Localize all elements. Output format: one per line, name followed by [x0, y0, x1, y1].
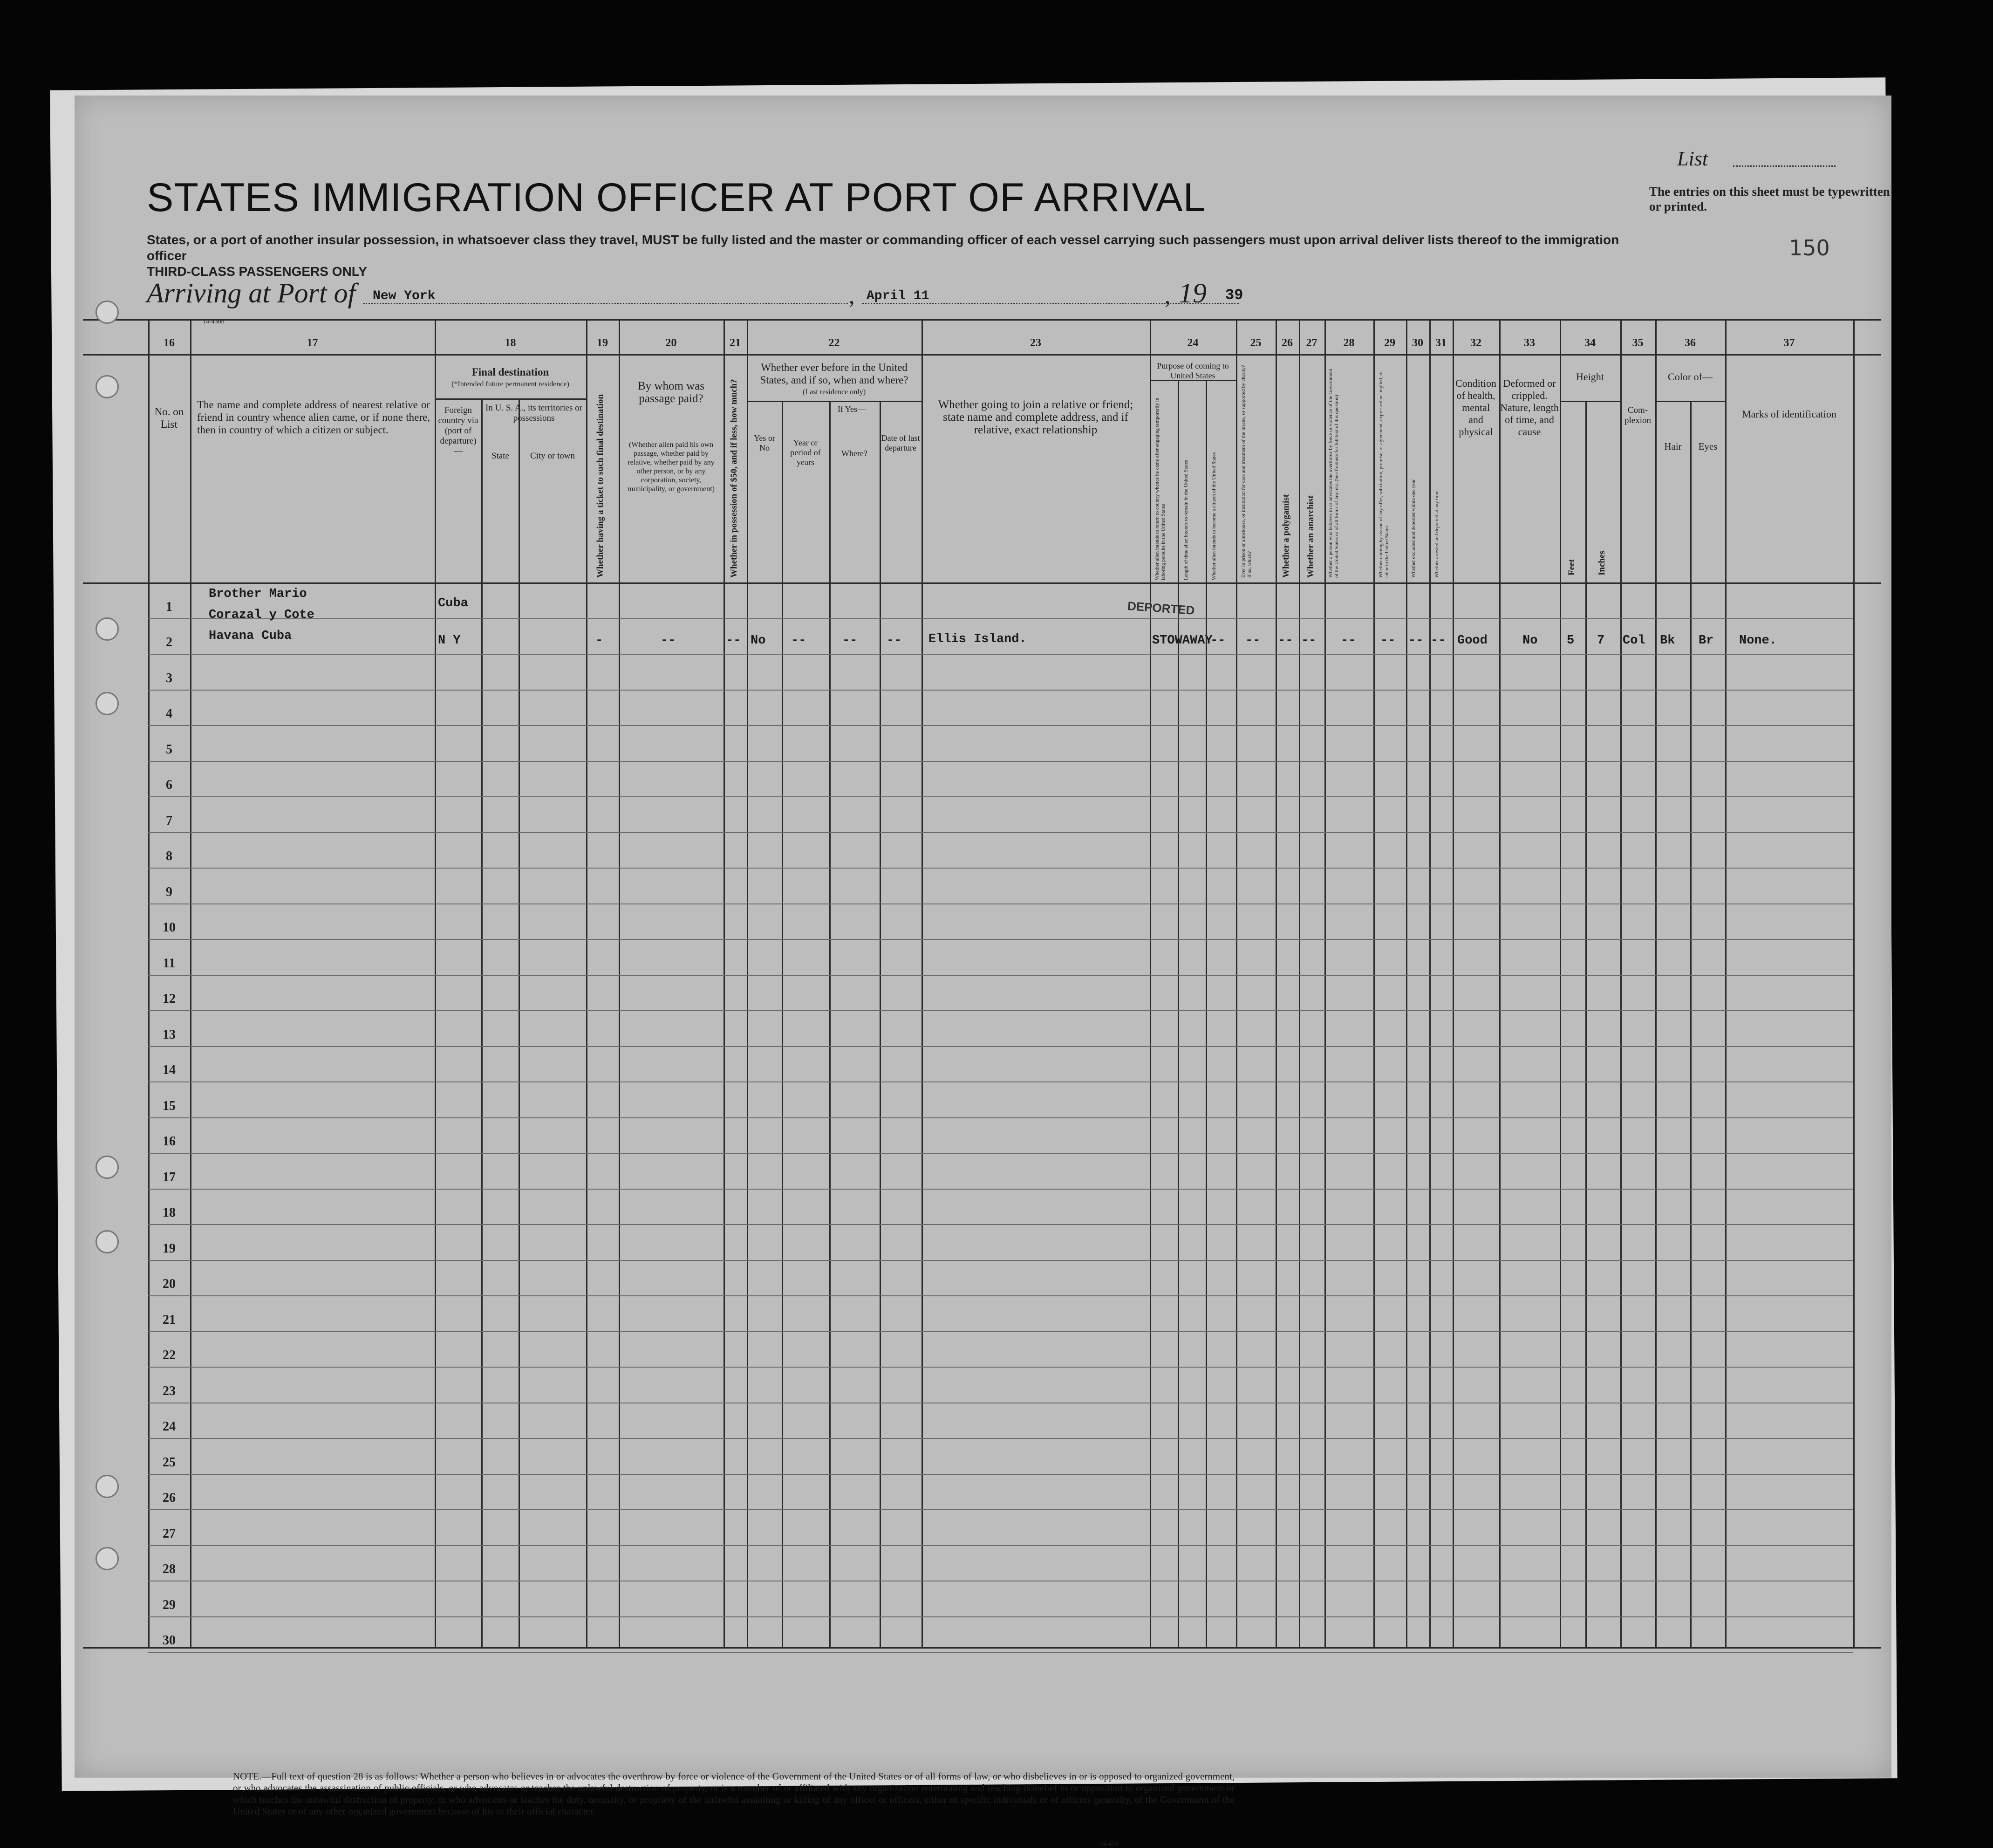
header-where: Where?: [841, 449, 867, 458]
col-num-27: 27: [1306, 337, 1317, 349]
row-rule: [148, 1509, 1853, 1510]
header-color-of: Color of—: [1668, 371, 1713, 383]
col-rule: [1655, 319, 1657, 1647]
header-no-on-list: No. on List: [154, 406, 184, 430]
header-number-line: [83, 354, 1881, 356]
col-rule: [481, 398, 483, 1647]
row-number: 24: [163, 1419, 176, 1434]
col-rule: [1453, 319, 1454, 1647]
list-label: List: [1677, 147, 1708, 170]
header-arrested: Whether arrested and deported at any time: [1434, 491, 1440, 578]
page-title: STATES IMMIGRATION OFFICER AT PORT OF ARRIVAL: [147, 175, 1206, 220]
col-num-34: 34: [1584, 337, 1596, 349]
col-rule: [1560, 319, 1561, 1647]
entry-passage-paid: --: [661, 634, 676, 648]
col-rule: [1499, 319, 1501, 1647]
header-marks: Marks of identification: [1742, 408, 1836, 420]
header-inches: Inches: [1597, 551, 1607, 575]
header-eyes: Eyes: [1698, 441, 1718, 452]
row-rule: [148, 1652, 1853, 1653]
entry-hair: Bk: [1660, 634, 1675, 648]
header-ever-before-sub: (Last residence only): [802, 388, 866, 396]
form-code-bottom: 14-430: [1099, 1841, 1118, 1848]
col-num-22: 22: [828, 337, 840, 349]
entry-complexion: Col: [1623, 634, 1645, 648]
col-rule: [1150, 319, 1151, 1647]
row-number: 26: [163, 1491, 176, 1505]
manifest-table: [83, 319, 1881, 1736]
entry-joining: Ellis Island.: [928, 632, 1027, 646]
sub-rule: [435, 398, 586, 400]
entry-date-departure: --: [887, 634, 902, 648]
col-rule: [1299, 319, 1300, 1647]
col-rule: [190, 319, 191, 1647]
col-num-35: 35: [1632, 337, 1644, 349]
sub-rule: [747, 401, 921, 402]
row-rule: [148, 1367, 1853, 1368]
entry-c31: --: [1431, 634, 1446, 648]
row-rule: [148, 1474, 1853, 1475]
col-rule: [782, 401, 783, 1647]
col-rule: [1206, 380, 1207, 1647]
entry-inches: 7: [1597, 634, 1605, 648]
entry-c26: --: [1278, 634, 1293, 648]
row-number: 28: [163, 1562, 176, 1576]
table-top-line: [83, 319, 1881, 321]
row-rule: [148, 1616, 1853, 1617]
header-relative: The name and complete address of nearest relative or friend in country whence alien came, or if none there, then in country of which a citizen or subject.: [197, 399, 430, 436]
row-number: 19: [163, 1241, 176, 1256]
row-rule: [148, 796, 1853, 797]
entry-feet: 5: [1567, 634, 1575, 648]
header-health: Condition of health, mental and physical: [1455, 377, 1496, 438]
binder-hole: [96, 692, 119, 715]
col-num-23: 23: [1030, 337, 1041, 349]
header-joining: Whether going to join a relative or friend; state name and complete address, and if relative, exact relationship: [938, 398, 1133, 436]
header-date-departure: Date of last departure: [881, 433, 920, 452]
col-rule: [723, 319, 725, 1647]
subtitle-line-2: THIRD-CLASS PASSENGERS ONLY: [147, 264, 367, 279]
header-ever-before: Whether ever before in the United States, and if so, when and where?: [760, 362, 908, 386]
col-rule: [1585, 401, 1587, 1647]
header-anarchist: Whether an anarchist: [1306, 495, 1316, 578]
row-rule: [148, 1260, 1853, 1261]
row-rule: [148, 1438, 1853, 1439]
list-blank: [1733, 165, 1836, 167]
row-rule: [148, 975, 1853, 976]
col-num-25: 25: [1250, 337, 1262, 349]
col-rule: [1324, 319, 1326, 1647]
entry-ticket: -: [595, 634, 603, 648]
col-rule: [880, 401, 881, 1647]
col-rule: [1429, 319, 1431, 1647]
row-number: 13: [163, 1027, 176, 1042]
col-num-32: 32: [1470, 337, 1481, 349]
col-num-30: 30: [1412, 337, 1423, 349]
binder-hole: [96, 617, 119, 641]
col-rule: [747, 319, 748, 1647]
entry-c25: --: [1245, 634, 1261, 648]
deported-stamp: DEPORTED: [1127, 598, 1195, 618]
col-num-17: 17: [307, 337, 318, 349]
row-number: 7: [166, 813, 172, 828]
subtitle-line-1: States, or a port of another insular possession, in whatsoever class they travel, MUST be fully listed and the master or commanding officer of each vessel carrying such passengers must upon arrival deliver lists thereof to the immigration officer: [147, 233, 1619, 263]
row-rule: [148, 1081, 1853, 1082]
row-rule: [148, 1295, 1853, 1296]
col-rule: [1725, 319, 1727, 1647]
header-final-destination: Final destination: [471, 366, 549, 378]
row-number: 20: [163, 1277, 176, 1291]
col-num-37: 37: [1783, 337, 1795, 349]
binder-hole: [96, 1156, 119, 1179]
col-num-36: 36: [1685, 337, 1696, 349]
col-rule: [519, 398, 520, 1647]
row-number: 10: [163, 920, 176, 935]
footnote-q28: NOTE.—Full text of question 28 is as follows: Whether a person who believes in or advocates the overthrow by force or violence of the Government of the United States or of all forms of law, or who disbelieves in or is opposed to organized government, or who advocates the assassination of public officials, or who advocates or teaches the unlawful destruction of property, or is a member of or affiliated with any organization entertaining and teaching disbelief in or opposition to organized government or which teaches the unlawful destruction of property, or who advocates or teaches the duty, necessity, or propriety of the unlawful assaulting or killing of any officer or officers, either of specific individuals or of officers generally, of the Government of the United States or of any other organized government because of his or their official character.: [233, 1771, 1235, 1817]
col-rule: [829, 401, 831, 1647]
binder-hole: [96, 1547, 119, 1570]
row-number: 5: [166, 742, 172, 757]
entry-marks: None.: [1739, 634, 1777, 648]
sub-rule: [1560, 401, 1620, 402]
header-yes-no: Yes or No: [754, 433, 775, 452]
col-num-16: 16: [164, 337, 175, 349]
row-rule: [148, 1189, 1853, 1190]
col-num-31: 31: [1435, 337, 1447, 349]
header-polygamist: Whether a polygamist: [1281, 494, 1291, 578]
manifest-page: [75, 96, 1891, 1848]
row-number: 18: [163, 1205, 176, 1220]
row-rule: [148, 1153, 1853, 1154]
header-passage-paid-sub: (Whether alien paid his own passage, whether paid by relative, whether paid by any other person, or by any corporation, society, municipality, or government): [628, 441, 715, 493]
row-number: 23: [163, 1383, 176, 1398]
row-rule: [148, 761, 1853, 762]
entry-relative-line-1: Brother Mario: [209, 587, 307, 601]
row-number: 8: [166, 849, 172, 863]
header-overthrow: Whether a person who believes in or advocates the overthrow by force or violence of the Government of the United States or of all forms of law, etc. (See footnote for full text of this question): [1328, 369, 1339, 578]
header-state: State: [491, 451, 509, 461]
entry-deformed: No: [1522, 634, 1538, 648]
header-city: City or town: [530, 451, 575, 461]
row-rule: [148, 832, 1853, 833]
header-purpose: Purpose of coming to United States: [1157, 361, 1229, 380]
entry-years: --: [791, 634, 806, 648]
row-rule: [148, 1046, 1853, 1047]
col-num-33: 33: [1524, 337, 1535, 349]
col-num-24: 24: [1187, 337, 1199, 349]
entry-relative-line-2: Corazal y Cote: [209, 608, 314, 622]
header-if-yes: If Yes—: [837, 404, 866, 414]
entry-money: --: [726, 634, 741, 648]
row-number: 15: [163, 1098, 176, 1113]
header-in-usa: In U. S. A., its territories or possessions: [485, 403, 582, 423]
year-value: 39: [1225, 287, 1243, 304]
entry-where: --: [842, 634, 858, 648]
row-number: 1: [166, 599, 172, 614]
row-number: 17: [163, 1170, 176, 1184]
row-number: 27: [163, 1526, 176, 1541]
header-bottom-line: [83, 582, 1881, 584]
col-rule: [619, 319, 620, 1647]
row-number: 16: [163, 1134, 176, 1149]
date-value: April 11: [867, 289, 929, 303]
entry-c29: --: [1380, 634, 1396, 648]
entry-state: N Y: [438, 634, 461, 648]
col-rule: [1406, 319, 1407, 1647]
entries-note: The entries on this sheet must be typewritten or printed.: [1649, 185, 1890, 213]
entry-relative-line-3: Havana Cuba: [209, 629, 292, 643]
comma-1: ,: [849, 282, 855, 308]
col-rule: [148, 319, 150, 1647]
table-bottom-line: [83, 1647, 1881, 1649]
header-years: Year or period of years: [790, 438, 821, 467]
row-number: 4: [166, 706, 172, 721]
header-labor-offer: Whether coming by reason of any offer, solicitation, promise, or agreement, expressed or implied, to labor in the United States: [1378, 371, 1390, 578]
header-purpose-a: Whether alien intends to return to country whence he came after engaging temporarily in laboring pursuits in the United States: [1154, 397, 1166, 580]
header-passage-paid: By whom was passage paid?: [637, 380, 705, 405]
entry-purpose: STOWAWAY: [1152, 634, 1213, 648]
row-number: 29: [163, 1597, 176, 1612]
entry-c30: --: [1408, 634, 1424, 648]
row-rule: [148, 1331, 1853, 1332]
row-rule: [148, 939, 1853, 940]
entry-ever-before: No: [751, 634, 766, 648]
binder-hole: [96, 375, 119, 398]
sub-rule: [1655, 401, 1725, 402]
row-rule: [148, 1010, 1853, 1011]
row-rule: [148, 1545, 1853, 1546]
header-foreign-country: Foreign country via (port of departure)—: [438, 405, 478, 456]
arriving-label: Arriving at Port of: [147, 278, 356, 308]
col-num-26: 26: [1282, 337, 1293, 349]
col-rule: [1373, 319, 1375, 1647]
entry-c27: --: [1301, 634, 1317, 648]
col-num-21: 21: [730, 337, 741, 349]
row-number: 6: [166, 778, 172, 792]
col-num-18: 18: [505, 337, 516, 349]
form-code-top: 14-430b: [203, 318, 225, 325]
port-blank: [363, 303, 848, 304]
header-money: Whether in possession of $50, and if less, how much?: [729, 379, 739, 578]
header-purpose-c: Whether alien intends to become a citizen of the United States: [1211, 452, 1217, 580]
header-deformed: Deformed or crippled. Nature, length of time, and cause: [1500, 377, 1559, 438]
binder-hole: [96, 1230, 119, 1253]
header-height: Height: [1576, 371, 1604, 383]
row-number: 2: [166, 635, 172, 650]
row-number: 21: [163, 1312, 176, 1327]
row-rule: [148, 654, 1853, 655]
header-purpose-b: Length of time alien intends to remain in the United States: [1183, 460, 1189, 580]
row-rule: [148, 618, 1853, 619]
col-rule: [1853, 319, 1855, 1647]
row-rule: [148, 868, 1853, 869]
row-number: 12: [163, 992, 176, 1006]
col-num-19: 19: [597, 337, 608, 349]
comma-2: ,: [1165, 282, 1171, 308]
entry-health: Good: [1457, 634, 1488, 648]
col-rule: [586, 319, 587, 1647]
header-ticket: Whether having a ticket to such final destination: [595, 394, 605, 578]
row-number: 9: [166, 884, 172, 899]
row-number: 22: [163, 1348, 176, 1362]
header-excluded: Whether excluded and deported within one year: [1411, 479, 1416, 578]
row-rule: [148, 725, 1853, 726]
row-rule: [148, 1224, 1853, 1225]
header-final-destination-sub: (*Intended future permanent residence): [451, 380, 569, 388]
row-number: 30: [163, 1633, 176, 1648]
header-feet: Feet: [1567, 559, 1577, 575]
row-number: 3: [166, 671, 172, 685]
port-value: New York: [373, 289, 436, 303]
entry-eyes: Br: [1699, 634, 1714, 648]
row-number: 11: [163, 956, 176, 971]
col-rule: [1276, 319, 1277, 1647]
entry-c24b: --: [1210, 634, 1226, 648]
col-rule: [1178, 380, 1179, 1647]
col-rule: [1620, 319, 1622, 1647]
binder-hole: [96, 1475, 119, 1498]
sheet-number: 150: [1789, 235, 1830, 260]
col-rule: [1690, 401, 1692, 1647]
col-num-29: 29: [1384, 337, 1395, 349]
entry-c28: --: [1341, 634, 1356, 648]
header-complexion: Com-plexion: [1624, 405, 1651, 425]
row-rule: [148, 690, 1853, 691]
binder-hole: [96, 301, 119, 324]
col-rule: [921, 319, 923, 1647]
row-number: 14: [163, 1063, 176, 1077]
col-rule: [1236, 319, 1237, 1647]
col-num-28: 28: [1343, 337, 1355, 349]
row-number: 25: [163, 1455, 176, 1470]
header-hair: Hair: [1664, 441, 1682, 452]
row-rule: [148, 1117, 1853, 1118]
year-prefix: 19: [1179, 278, 1207, 308]
row-rule: [148, 903, 1853, 904]
page-subtitle: [147, 232, 1638, 280]
header-prison: Ever in prison or almshouse, or institution for care and treatment of the insane, or supported by charity? If so, which?: [1241, 365, 1252, 578]
entry-foreign-country: Cuba: [438, 596, 468, 610]
col-rule: [435, 319, 436, 1647]
col-num-20: 20: [665, 337, 677, 349]
